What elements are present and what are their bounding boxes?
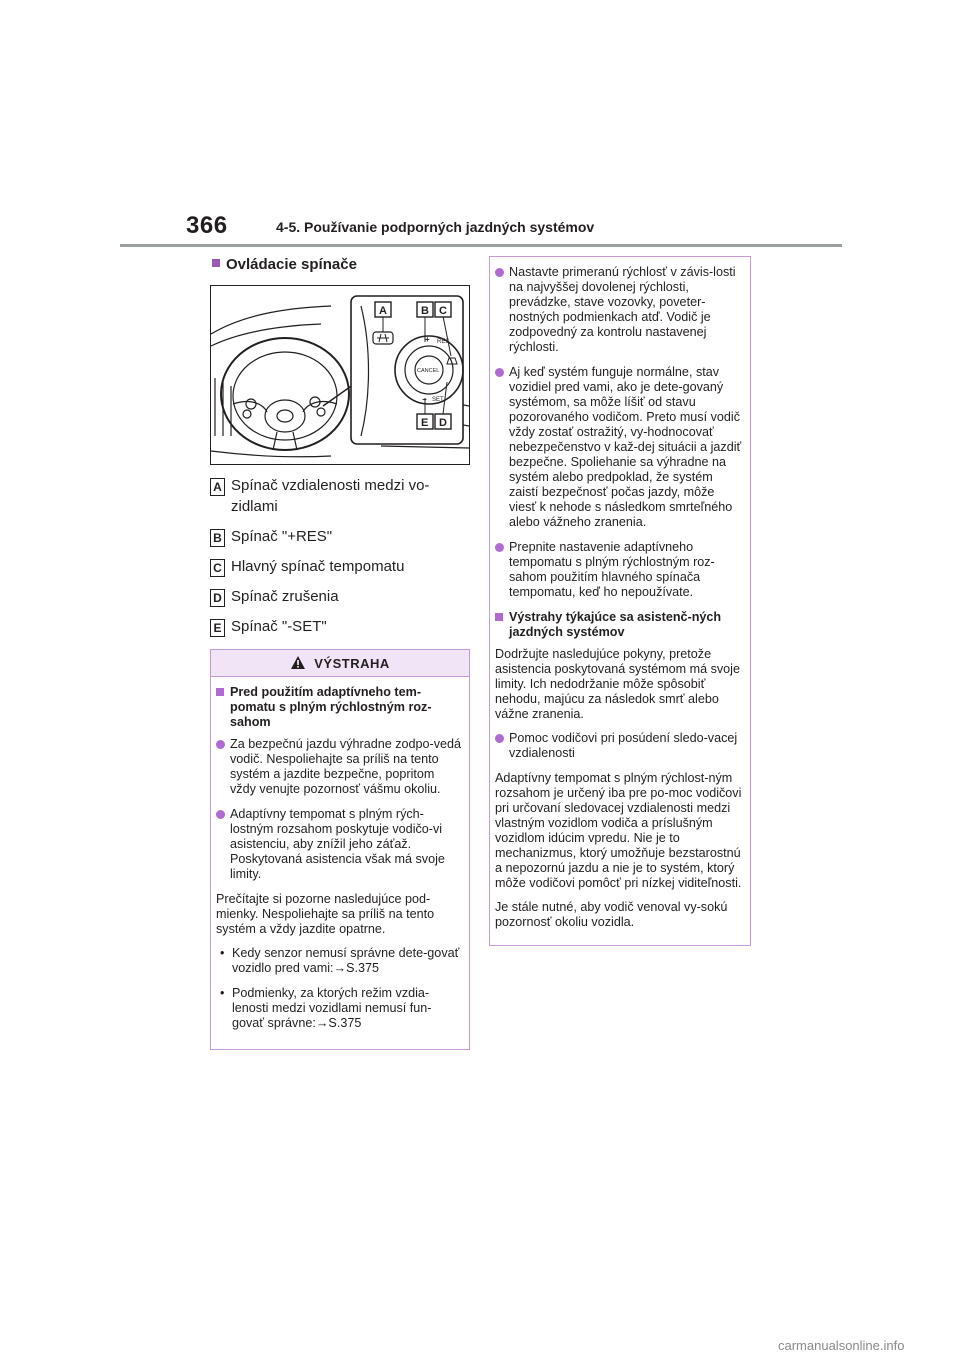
letter-badge: E [210, 619, 225, 637]
letter-badge: D [210, 589, 225, 607]
warning-header [211, 650, 469, 677]
warning-heading: Pred použitím adaptívneho tem-pomatu s plným rýchlostným roz-sahom [216, 685, 463, 730]
letter-badge: C [210, 559, 225, 577]
warning-title: VÝSTRAHA [314, 655, 390, 671]
letter-badge: A [210, 478, 225, 496]
steering-wheel-illustration [211, 286, 469, 464]
subheading-controls: Ovládacie spínače [212, 256, 470, 273]
dot-bullet-icon [495, 268, 504, 277]
paragraph: Adaptívny tempomat s plným rýchlost-ným rozsahom je určený iba pre po-moc vodičovi pri určovaní sledovacej vzdialenosti medzi vlastným vozidlom vodiča a príslušným vozidlom idúcim vpredu. Nie je to mechanizmus, ktorý umožňuje bezstarostnú a nepozornú jazdu a nie je to systém, ktorý môže vodičovi pomôcť pri nízkej viditeľnosti. [495, 771, 742, 890]
square-bullet-icon [216, 688, 224, 696]
right-column [489, 256, 751, 946]
callout-e: E [421, 417, 429, 429]
warning-box [210, 649, 470, 1050]
assist-warning-heading: Výstrahy týkajúce sa asistenč-ných jazdných systémov [495, 610, 744, 640]
warning-bullet: Za bezpečnú jazdu výhradne zodpo-vedá vodič. Nespoliehajte sa príliš na tento systém a jazdite bezpečne, popritom vždy venujte pozornosť vášmu okoliu. [216, 737, 463, 797]
callout-b: B [421, 305, 429, 317]
letter-badge: B [210, 529, 225, 547]
legend-item-a: A Spínač vzdialenosti medzi vo-zidlami [210, 475, 470, 517]
callout-d: D [439, 417, 447, 429]
dot-bullet-icon [216, 810, 225, 819]
legend-item-e: E Spínač "-SET" [210, 616, 470, 637]
legend-item-c: C Hlavný spínač tempomatu [210, 556, 470, 577]
set-label: SET [432, 397, 444, 403]
legend-list [210, 475, 470, 637]
page-number: 366 [186, 212, 228, 239]
warning-bullet: Prepnite nastavenie adaptívneho tempomatu s plným rýchlostným roz-sahom použitím hlavného spínača tempomatu, keď ho nepoužívate. [495, 540, 744, 600]
callout-c: C [439, 305, 447, 317]
page-header [120, 212, 842, 246]
svg-text:+: + [425, 335, 430, 344]
warning-dash-item: • Kedy senzor nemusí správne dete-govať vozidlo pred vami:→S.375 [220, 946, 460, 975]
steering-wheel-figure [210, 285, 470, 465]
dot-bullet-icon [216, 740, 225, 749]
paragraph: Je stále nutné, aby vodič venoval vy-sokú pozornosť okoliu vozidla. [495, 900, 728, 929]
paragraph: Dodržujte nasledujúce pokyny, pretože asistencia poskytovaná systémom má svoje limity. Ich nedodržanie môže spôsobiť nehodu, majúcu za následok smrť alebo vážne zranenia. [495, 647, 740, 721]
square-bullet-icon [212, 259, 220, 267]
legend-item-b: B Spínač "+RES" [210, 526, 470, 547]
warning-bullet: Pomoc vodičovi pri posúdení sledo-vacej vzdialenosti [495, 731, 744, 761]
dot-bullet-icon [495, 734, 504, 743]
warning-paragraph: Prečítajte si pozorne nasledujúce pod-mienky. Nespoliehajte sa príliš na tento systém a vždy jazdite opatrne. [216, 892, 435, 936]
warning-box-continued [489, 256, 751, 946]
callout-a: A [379, 305, 387, 317]
warning-body [211, 677, 469, 1049]
square-bullet-icon [495, 613, 503, 621]
legend-item-d: D Spínač zrušenia [210, 586, 470, 607]
res-label: RES [437, 339, 450, 345]
watermark: carmanualsonline.info [778, 1338, 905, 1353]
warning-bullet: Aj keď systém funguje normálne, stav vozidiel pred vami, ako je dete-govaný systémom, sa môže líšiť od stavu pozorovaného vodičom. Preto musí vodič vždy zostať ostražitý, vy-hodnocovať nebezpečenstvo v kaž-dej situácii a jazdiť bezpečne. Spoliehanie sa výhradne na systém alebo predpoklad, že systém zaistí bezpečnosť počas jazdy, môže viesť k nehode s následkom smrteľného alebo vážneho zranenia. [495, 365, 744, 530]
warning-bullet: Adaptívny tempomat s plným rých-lostným rozsahom poskytuje vodičo-vi asistenciu, aby znížil jeho záťaž. Poskytovaná asistencia však má svoje limity. [216, 807, 463, 882]
left-column [210, 256, 470, 1050]
dot-bullet-icon [495, 368, 504, 377]
warning-bullet: Nastavte primeranú rýchlosť v závis-losti na najvyššej dovolenej rýchlosti, prevádzke, stave vozovky, poveter-nostných podmienkach atď. Vodič je zodpovedný za kontrolu nastavenej rýchlosti. [495, 265, 744, 355]
header-divider [120, 244, 842, 247]
cancel-label: CANCEL [417, 368, 440, 374]
svg-text:−: − [422, 395, 427, 404]
warning-dash-item: • Podmienky, za ktorých režim vzdia-lenosti medzi vozidlami nemusí fun-govať správne:→S.375 [220, 986, 432, 1030]
warning-triangle-icon [290, 655, 306, 671]
dot-bullet-icon [495, 543, 504, 552]
section-title: 4-5. Používanie podporných jazdných systémov [276, 219, 595, 235]
